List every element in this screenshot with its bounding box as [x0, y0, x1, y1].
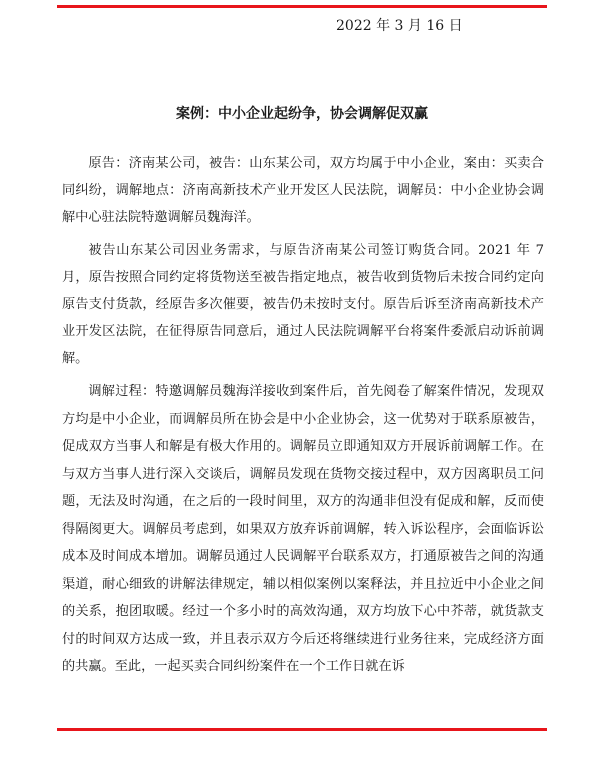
paragraph-mediation-process: 调解过程：特邀调解员魏海洋接收到案件后，首先阅卷了解案件情况，发现双方均是中小企业，而调解员所在协会是中小企业协会，这一优势对于联系原被告，促成双方当事人和解是有极大作用的。调解员立即通知双方开展诉前调解工作。在与双方当事人进行深入交谈后，调解员发现在货物交接过程中，双方因离职员工问题，无法及时沟通，在之后的一段时间里，双方的沟通非但没有促成和解，反而使得隔阂更大。调解员考虑到，如果双方放弃诉前调解，转入诉讼程序，会面临诉讼成本及时间成本增加。调解员通过人民调解平台联系双方，打通原被告之间的沟通渠道，耐心细致的讲解法律规定，辅以相似案例以案释法，并且拉近中小企业之间的关系，抱团取暖。经过一个多小时的高效沟通，双方均放下心中芥蒂，就货款支付的时间双方达成一致，并且表示双方今后还将继续进行业务往来，完成经济方面的共赢。至此，一起买卖合同纠纷案件在一个工作日就在诉 — [62, 384, 544, 674]
paragraph-background: 被告山东某公司因业务需求，与原告济南某公司签订购货合同。2021 年 7 月，原告按照合同约定将货物送至被告指定地点，被告收到货物后未按合同约定向原告支付货款，经原告多次催要，被告仍未按时支付。原告后诉至济南高新技术产业开发区法院，在征得原告同意后，通过人民法院调解平台将案件委派启动诉前调解。 — [62, 243, 544, 366]
top-red-rule — [57, 5, 547, 8]
bottom-red-rule — [57, 728, 547, 731]
case-title: 案例：中小企业起纷争，协会调解促双赢 — [176, 106, 428, 122]
document-date: 2022 年 3 月 16 日 — [336, 18, 463, 34]
document-body — [62, 150, 544, 681]
paragraph-parties: 原告：济南某公司，被告：山东某公司，双方均属于中小企业，案由：买卖合同纠纷，调解地点：济南高新技术产业开发区人民法院，调解员：中小企业协会调解中心驻法院特邀调解员魏海洋。 — [62, 156, 544, 225]
